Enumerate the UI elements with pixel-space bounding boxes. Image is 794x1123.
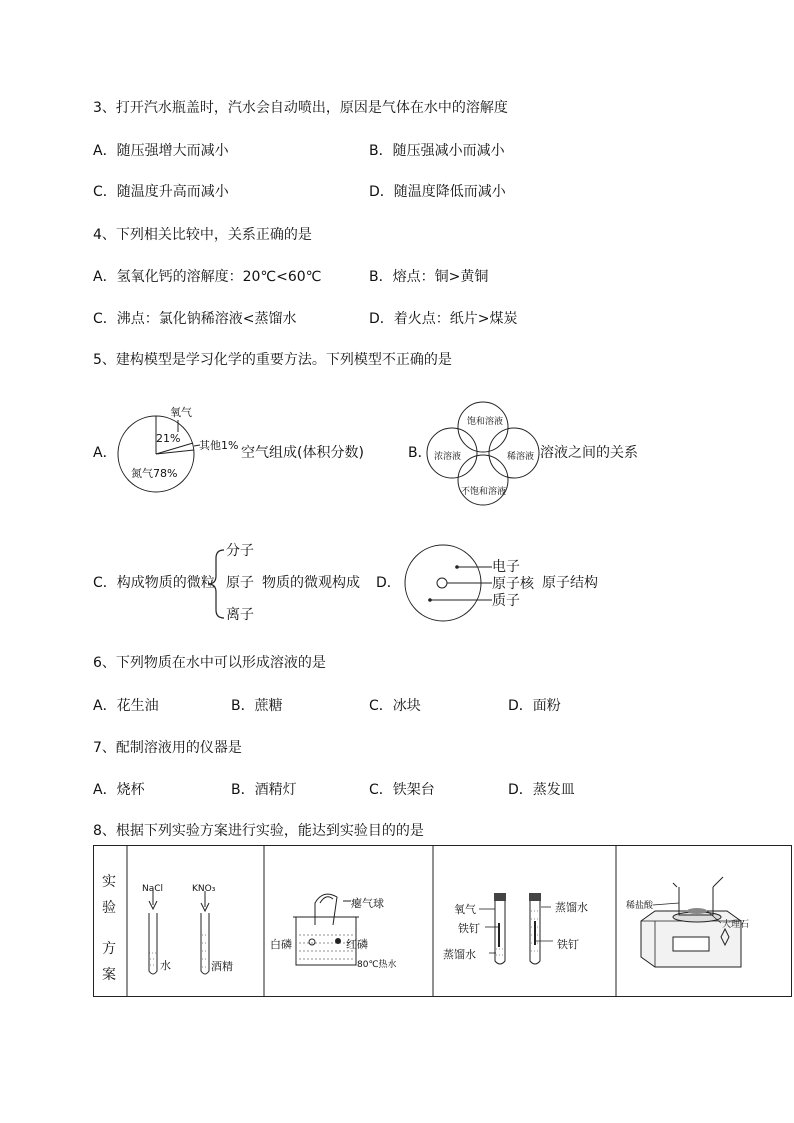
exp2-white-p-label: 白磷 (270, 938, 292, 951)
q5-option-a-label[interactable]: A． (93, 445, 117, 461)
exp4-marble-label: 大理石 (722, 920, 750, 930)
table-header-2: 验 (102, 900, 116, 916)
pie-other-label: 其他1% (199, 439, 239, 452)
atom-electron-label: 电子 (492, 559, 520, 575)
experiment-table (93, 845, 793, 997)
q3-option-b[interactable]: B．随压强减小而减小 (369, 143, 505, 159)
micro-ion: 离子 (226, 607, 254, 623)
q6-stem: 6、下列物质在水中可以形成溶液的是 (93, 655, 326, 671)
q4-stem: 4、下列相关比较中，关系正确的是 (93, 227, 312, 243)
table-header-1: 实 (102, 874, 116, 890)
venn-caption: 溶液之间的关系 (540, 445, 638, 461)
venn-left-label: 浓溶液 (434, 452, 462, 462)
exp3-figure (479, 893, 553, 964)
q3-stem: 3、打开汽水瓶盖时，汽水会自动喷出，原因是气体在水中的溶解度 (93, 100, 508, 116)
q7-stem: 7、配制溶液用的仪器是 (93, 740, 242, 756)
q6-option-c[interactable]: C．冰块 (369, 698, 421, 714)
q4-option-d[interactable]: D．着火点：纸片>煤炭 (369, 311, 518, 327)
q5-option-d-label[interactable]: D． (376, 575, 401, 591)
exp3-water1-label: 蒸馏水 (443, 948, 476, 961)
pie-oxygen-pct: 21% (156, 432, 181, 445)
exp1-water-label: 水 (160, 959, 171, 972)
exp3-oxygen-label: 氧气 (454, 903, 476, 916)
exp2-balloon-label: 瘪气球 (351, 897, 384, 910)
q7-option-c[interactable]: C．铁架台 (369, 782, 435, 798)
q6-option-a[interactable]: A．花生油 (93, 698, 159, 714)
table-header-4: 案 (102, 967, 116, 983)
brace-path (208, 550, 224, 618)
q3-option-c[interactable]: C．随温度升高而减小 (93, 184, 229, 200)
micro-atom: 原子 (226, 575, 254, 591)
exp2-figure (293, 894, 359, 965)
atom-proton-label: 质子 (492, 593, 520, 609)
atom-caption: 原子结构 (542, 575, 598, 591)
exp1-figure (149, 889, 209, 974)
exp1-nacl-label: NaCl (142, 884, 164, 894)
exp3-nail2-label: 铁钉 (557, 938, 579, 951)
exp2-hot-water-label: 80℃热水 (357, 960, 397, 970)
q5-stem: 5、建构模型是学习化学的重要方法。下列模型不正确的是 (93, 352, 452, 368)
q4-option-c[interactable]: C．沸点：氯化钠稀溶液<蒸馏水 (93, 311, 297, 327)
exp4-acid-label: 稀盐酸 (626, 901, 654, 911)
exp1-kno3-label: KNO₃ (192, 884, 216, 894)
q4-option-a[interactable]: A．氢氧化钙的溶解度：20℃<60℃ (93, 269, 322, 285)
q5-option-b-label[interactable]: B． (408, 445, 432, 461)
q7-option-d[interactable]: D．蒸发皿 (508, 782, 575, 798)
micro-molecule: 分子 (226, 543, 254, 559)
pie-oxygen-label: 氧气 (170, 406, 192, 419)
q7-option-a[interactable]: A．烧杯 (93, 782, 145, 798)
micro-caption: 物质的微观构成 (262, 575, 360, 591)
pie-nitrogen-label: 氮气78% (131, 467, 178, 480)
exp2-red-p-label: 红磷 (346, 938, 368, 951)
q7-option-b[interactable]: B．酒精灯 (231, 782, 297, 798)
q3-option-a[interactable]: A．随压强增大而减小 (93, 143, 229, 159)
venn-top-label: 饱和溶液 (467, 417, 504, 427)
venn-bottom-label: 不饱和溶液 (461, 487, 507, 497)
exp3-water2-label: 蒸馏水 (555, 901, 588, 914)
q4-option-b[interactable]: B．熔点：铜>黄铜 (369, 269, 489, 285)
table-header-3: 方 (102, 941, 116, 957)
q6-option-d[interactable]: D．面粉 (508, 698, 561, 714)
atom-nucleus (437, 578, 447, 588)
atom-nucleus-label: 原子核 (492, 576, 534, 592)
q5-option-c-label[interactable]: C．构成物质的微粒 (93, 575, 215, 591)
venn-right-label: 稀溶液 (507, 452, 535, 462)
exp3-nail1-label: 铁钉 (458, 922, 480, 935)
exp1-alcohol-label: 酒精 (211, 960, 233, 973)
atom-diagram (400, 542, 500, 626)
q6-option-b[interactable]: B．蔗糖 (231, 698, 283, 714)
q8-stem: 8、根据下列实验方案进行实验，能达到实验目的的是 (93, 823, 424, 839)
pie-caption: 空气组成(体积分数) (241, 445, 364, 461)
micro-brace (204, 546, 228, 622)
q3-option-d[interactable]: D．随温度降低而减小 (369, 184, 506, 200)
